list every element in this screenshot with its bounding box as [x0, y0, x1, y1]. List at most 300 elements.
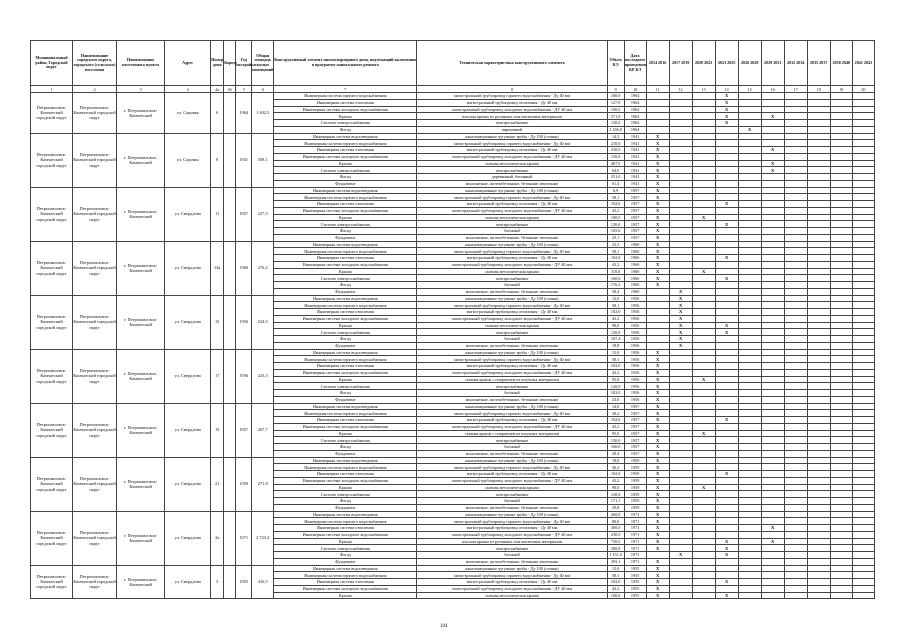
volume-cell: 127,0 — [607, 99, 624, 106]
characteristic-cell: магистральный трубопровод горячего водоснабжения - Дy 40 мм — [417, 518, 607, 525]
column-header: Год постройки — [236, 41, 252, 86]
characteristic-cell: блочный — [417, 552, 607, 559]
period-cell — [852, 484, 874, 491]
period-cell — [646, 329, 669, 336]
last-repair-date-cell: 1956 — [624, 336, 646, 343]
period-cell — [830, 545, 852, 552]
period-cell — [692, 194, 715, 201]
element-cell: Фасад — [274, 126, 417, 133]
last-repair-date-cell: 1957 — [624, 194, 646, 201]
period-cell — [852, 552, 874, 559]
period-cell — [807, 295, 830, 302]
period-cell — [830, 504, 852, 511]
period-cell — [738, 410, 761, 417]
period-cell — [738, 504, 761, 511]
period-cell — [738, 531, 761, 538]
characteristic-cell: магистральный трубопровод холодного водоснабжения - ДУ 40 мм — [417, 585, 607, 592]
period-cell — [784, 592, 807, 599]
period-cell — [784, 106, 807, 113]
period-cell — [761, 255, 784, 262]
column-number: 14 — [715, 86, 738, 93]
volume-cell: 14,3 — [607, 133, 624, 140]
volume-cell: 103,0 — [607, 390, 624, 397]
period-cell — [738, 147, 761, 154]
element-cell: Фасад — [274, 498, 417, 505]
period-cell — [738, 383, 761, 390]
period-cell — [669, 579, 692, 586]
period-cell — [784, 302, 807, 309]
table-row — [31, 133, 875, 140]
table-row — [31, 295, 875, 302]
last-repair-date-cell: 1964 — [624, 113, 646, 120]
element-cell: Фундамент — [274, 558, 417, 565]
element-cell: Фундамент — [274, 288, 417, 295]
house-number-cell: 5 — [211, 565, 224, 599]
period-cell — [784, 180, 807, 187]
period-cell — [715, 268, 738, 275]
period-cell — [807, 383, 830, 390]
characteristic-cell: магистральный трубопровод отопления - Дy 40 мм — [417, 525, 607, 532]
last-repair-date-cell: 1956 — [624, 349, 646, 356]
characteristic-cell: электроснабжение — [417, 167, 607, 174]
last-repair-date-cell: 1955 — [624, 565, 646, 572]
period-cell — [669, 255, 692, 262]
period-cell — [784, 369, 807, 376]
period-cell — [784, 153, 807, 160]
volume-cell: 22,3 — [607, 241, 624, 248]
period-cell — [669, 106, 692, 113]
period-cell — [830, 450, 852, 457]
period-cell — [830, 255, 852, 262]
element-cell: Фундамент — [274, 396, 417, 403]
element-cell: Крыша — [274, 538, 417, 545]
column-number: 9 — [607, 86, 624, 93]
period-cell — [830, 477, 852, 484]
period-cell: X — [646, 167, 669, 174]
characteristic-cell: магистральный трубопровод отопления - Дy 40 мм — [417, 309, 607, 316]
column-number: 5 — [236, 86, 252, 93]
period-cell: X — [715, 93, 738, 100]
period-cell — [669, 403, 692, 410]
volume-cell: 18,8 — [607, 342, 624, 349]
column-header: Конструктивный элемент многоквартирного дома, подлежащий включению в программу капитального ремонта — [274, 41, 417, 86]
period-cell — [692, 349, 715, 356]
period-cell — [646, 342, 669, 349]
period-cell — [715, 585, 738, 592]
characteristic-cell: магистральный трубопровод холодного водоснабжения - ДУ 40 мм — [417, 261, 607, 268]
year-cell: 1960 — [236, 241, 252, 295]
period-cell — [761, 518, 784, 525]
column-header: 2041 2043 — [852, 41, 874, 86]
period-cell — [715, 207, 738, 214]
last-repair-date-cell: 1956 — [624, 295, 646, 302]
period-cell — [715, 504, 738, 511]
period-cell — [784, 187, 807, 194]
period-cell — [807, 342, 830, 349]
period-cell — [738, 545, 761, 552]
period-cell — [784, 113, 807, 120]
characteristic-cell: электроснабжение — [417, 221, 607, 228]
period-cell — [669, 525, 692, 532]
element-cell: Инженерная система отопления — [274, 471, 417, 478]
period-cell — [669, 363, 692, 370]
volume-cell: 58,1 — [607, 302, 624, 309]
period-cell: X — [646, 390, 669, 397]
period-cell — [852, 342, 874, 349]
period-cell: X — [646, 572, 669, 579]
period-cell — [646, 120, 669, 127]
volume-cell: 210,0 — [607, 140, 624, 147]
last-repair-date-cell: 1971 — [624, 531, 646, 538]
period-cell — [738, 349, 761, 356]
volume-cell: 110,0 — [607, 268, 624, 275]
element-cell: Инженерная система холодного водоснабжения — [274, 369, 417, 376]
element-cell: Фасад — [274, 444, 417, 451]
period-cell — [784, 282, 807, 289]
period-cell — [738, 322, 761, 329]
period-cell — [784, 342, 807, 349]
period-cell — [830, 437, 852, 444]
period-cell — [830, 234, 852, 241]
characteristic-cell: блочный — [417, 336, 607, 343]
period-cell — [830, 585, 852, 592]
period-cell — [807, 585, 830, 592]
period-cell — [784, 234, 807, 241]
period-cell: X — [669, 315, 692, 322]
house-number-cell: 21 — [211, 457, 224, 511]
column-header: Адрес — [165, 41, 211, 86]
element-cell: Инженерная система холодного водоснабжения — [274, 106, 417, 113]
period-cell — [784, 477, 807, 484]
period-cell — [807, 140, 830, 147]
period-cell: X — [761, 538, 784, 545]
period-cell — [669, 234, 692, 241]
period-cell — [852, 417, 874, 424]
period-cell — [761, 201, 784, 208]
last-repair-date-cell: 1941 — [624, 153, 646, 160]
period-cell — [738, 113, 761, 120]
period-cell — [784, 207, 807, 214]
element-cell: Система электроснабжения — [274, 221, 417, 228]
period-cell: X — [646, 383, 669, 390]
period-cell — [784, 194, 807, 201]
area-cell: 416,5 — [252, 565, 274, 599]
period-cell — [807, 498, 830, 505]
period-cell — [784, 228, 807, 235]
period-cell — [784, 201, 807, 208]
period-cell — [807, 228, 830, 235]
period-cell — [669, 390, 692, 397]
characteristic-cell: скатная металлическая крыша — [417, 484, 607, 491]
period-cell: X — [715, 99, 738, 106]
period-cell: X — [646, 376, 669, 383]
period-cell — [738, 187, 761, 194]
period-cell — [692, 133, 715, 140]
period-cell — [669, 545, 692, 552]
period-cell — [784, 147, 807, 154]
period-cell — [761, 234, 784, 241]
characteristic-cell: канализационные чугунные трубы - Дy 100 (стояки) — [417, 241, 607, 248]
period-cell — [784, 295, 807, 302]
period-cell — [738, 106, 761, 113]
period-cell: X — [761, 525, 784, 532]
period-cell — [692, 410, 715, 417]
column-header: Корпус — [224, 41, 236, 86]
municipality-cell: Петропавловск-Камчатский городской округ — [31, 457, 73, 511]
period-cell — [692, 302, 715, 309]
period-cell — [852, 302, 874, 309]
last-repair-date-cell: 1941 — [624, 167, 646, 174]
period-cell — [852, 545, 874, 552]
period-cell — [807, 423, 830, 430]
period-cell — [715, 315, 738, 322]
municipality-cell: Петропавловск-Камчатский городской округ — [31, 295, 73, 349]
period-cell — [830, 295, 852, 302]
period-cell: X — [646, 457, 669, 464]
element-cell: Крыша — [274, 484, 417, 491]
period-cell — [784, 504, 807, 511]
period-cell — [830, 423, 852, 430]
period-cell — [738, 160, 761, 167]
period-cell — [738, 194, 761, 201]
period-cell: X — [646, 234, 669, 241]
period-cell: X — [646, 180, 669, 187]
volume-cell: 29,4 — [607, 450, 624, 457]
period-cell — [761, 140, 784, 147]
korpus-cell — [224, 187, 236, 241]
period-cell — [669, 471, 692, 478]
period-cell — [852, 498, 874, 505]
period-cell — [830, 106, 852, 113]
period-cell — [830, 410, 852, 417]
characteristic-cell: магистральный трубопровод отопления - Дy 40 мм — [417, 147, 607, 154]
period-cell — [784, 275, 807, 282]
period-cell: X — [646, 201, 669, 208]
column-header: Объем КЭ — [607, 41, 624, 86]
period-cell — [669, 174, 692, 181]
period-cell — [715, 133, 738, 140]
characteristic-cell: монолитные, железобетонные, бетонные ленточные — [417, 180, 607, 187]
period-cell — [738, 295, 761, 302]
period-cell — [738, 228, 761, 235]
period-cell — [807, 201, 830, 208]
area-cell: 271,8 — [252, 457, 274, 511]
period-cell — [715, 383, 738, 390]
column-header: 2032 2034 — [784, 41, 807, 86]
period-cell — [830, 201, 852, 208]
period-cell — [738, 255, 761, 262]
period-cell — [669, 396, 692, 403]
period-cell — [784, 498, 807, 505]
locality-cell: г. Петропавловск-Камчатский — [117, 241, 165, 295]
characteristic-cell: магистральный трубопровод отопления - Дy 40 мм — [417, 99, 607, 106]
period-cell — [784, 329, 807, 336]
period-cell — [738, 437, 761, 444]
period-cell — [692, 518, 715, 525]
volume-cell: 371,0 — [607, 113, 624, 120]
characteristic-cell: скатная металлическая крыша — [417, 160, 607, 167]
characteristic-cell: блочный — [417, 282, 607, 289]
volume-cell: 100,0 — [607, 93, 624, 100]
house-number-cell: 6 — [211, 93, 224, 134]
period-cell — [669, 457, 692, 464]
year-cell: 1941 — [236, 133, 252, 187]
period-cell — [852, 248, 874, 255]
period-cell — [692, 464, 715, 471]
characteristic-cell: монолитные, железобетонные, бетонные ленточные — [417, 234, 607, 241]
period-cell — [761, 410, 784, 417]
period-cell — [738, 201, 761, 208]
period-cell: X — [646, 140, 669, 147]
period-cell — [807, 545, 830, 552]
period-cell — [830, 207, 852, 214]
period-cell — [715, 410, 738, 417]
period-cell: X — [646, 349, 669, 356]
period-cell — [852, 410, 874, 417]
element-cell: Инженерная система горячего водоснабжения — [274, 194, 417, 201]
period-cell — [715, 484, 738, 491]
period-cell — [807, 437, 830, 444]
period-cell — [761, 268, 784, 275]
period-cell — [852, 214, 874, 221]
period-cell — [669, 477, 692, 484]
period-cell — [738, 592, 761, 599]
period-cell: X — [646, 538, 669, 545]
period-cell — [761, 288, 784, 295]
period-cell — [784, 126, 807, 133]
period-cell — [830, 558, 852, 565]
characteristic-cell: магистральный трубопровод холодного водоснабжения - ДУ 40 мм — [417, 106, 607, 113]
period-cell — [761, 329, 784, 336]
period-cell: X — [646, 579, 669, 586]
house-number-cell: 2а — [211, 511, 224, 565]
period-cell — [784, 288, 807, 295]
period-cell: X — [646, 518, 669, 525]
period-cell — [738, 302, 761, 309]
period-cell: X — [646, 592, 669, 599]
period-cell — [761, 120, 784, 127]
period-cell — [692, 545, 715, 552]
period-cell — [852, 309, 874, 316]
last-repair-date-cell: 1957 — [624, 417, 646, 424]
period-cell — [830, 552, 852, 559]
period-cell — [692, 336, 715, 343]
period-cell — [852, 592, 874, 599]
period-cell — [738, 558, 761, 565]
period-cell — [646, 93, 669, 100]
period-cell — [692, 167, 715, 174]
element-cell: Инженерная система отопления — [274, 525, 417, 532]
area-cell: 227,5 — [252, 187, 274, 241]
period-cell — [761, 403, 784, 410]
characteristic-cell: блочный — [417, 444, 607, 451]
volume-cell: 100,0 — [607, 592, 624, 599]
element-cell: Инженерная система холодного водоснабжения — [274, 261, 417, 268]
characteristic-cell: кирпичный — [417, 126, 607, 133]
period-cell — [784, 585, 807, 592]
last-repair-date-cell: 1964 — [624, 126, 646, 133]
period-cell: X — [646, 396, 669, 403]
characteristic-cell: канализационные чугунные трубы - Дy 100 (стояки) — [417, 295, 607, 302]
korpus-cell — [224, 457, 236, 511]
last-repair-date-cell: 1941 — [624, 133, 646, 140]
last-repair-date-cell: 1957 — [624, 430, 646, 437]
volume-cell: 102,0 — [607, 201, 624, 208]
period-cell — [784, 174, 807, 181]
volume-cell: 730,0 — [607, 538, 624, 545]
period-cell: X — [646, 565, 669, 572]
period-cell — [807, 322, 830, 329]
period-cell — [692, 315, 715, 322]
period-cell — [692, 113, 715, 120]
period-cell — [784, 255, 807, 262]
period-cell: X — [646, 214, 669, 221]
period-cell — [807, 531, 830, 538]
period-cell: X — [646, 174, 669, 181]
period-cell — [715, 288, 738, 295]
period-cell — [761, 133, 784, 140]
period-cell — [807, 336, 830, 343]
characteristic-cell: магистральный трубопровод холодного водоснабжения - ДУ 40 мм — [417, 477, 607, 484]
last-repair-date-cell: 1956 — [624, 383, 646, 390]
period-cell — [807, 241, 830, 248]
period-cell — [761, 349, 784, 356]
period-cell — [784, 552, 807, 559]
period-cell — [669, 491, 692, 498]
period-cell — [852, 201, 874, 208]
element-cell: Система электроснабжения — [274, 545, 417, 552]
characteristic-cell: монолитные, железобетонные, бетонные ленточные — [417, 342, 607, 349]
period-cell — [692, 93, 715, 100]
last-repair-date-cell: 1957 — [624, 228, 646, 235]
period-cell — [830, 174, 852, 181]
period-cell — [761, 565, 784, 572]
period-cell: X — [646, 187, 669, 194]
period-cell — [692, 187, 715, 194]
characteristic-cell: магистральный трубопровод холодного водоснабжения - ДУ 40 мм — [417, 315, 607, 322]
period-cell — [830, 369, 852, 376]
house-number-cell: 15 — [211, 295, 224, 349]
period-cell — [692, 329, 715, 336]
period-cell — [830, 153, 852, 160]
period-cell — [761, 444, 784, 451]
period-cell — [852, 491, 874, 498]
element-cell: Инженерная система горячего водоснабжения — [274, 140, 417, 147]
period-cell — [669, 275, 692, 282]
period-cell — [852, 369, 874, 376]
element-cell: Инженерная система горячего водоснабжения — [274, 464, 417, 471]
volume-cell: 14,0 — [607, 403, 624, 410]
period-cell: X — [761, 167, 784, 174]
characteristic-cell: магистральный трубопровод горячего водоснабжения - Дy 40 мм — [417, 140, 607, 147]
address-cell: ул. Свердлова — [165, 457, 211, 511]
period-cell — [761, 282, 784, 289]
last-repair-date-cell: 1956 — [624, 342, 646, 349]
period-cell — [807, 180, 830, 187]
period-cell — [784, 390, 807, 397]
period-cell — [715, 511, 738, 518]
period-cell — [784, 309, 807, 316]
period-cell: X — [715, 545, 738, 552]
characteristic-cell: магистральный трубопровод горячего водоснабжения - Дy 40 мм — [417, 194, 607, 201]
period-cell: X — [692, 430, 715, 437]
period-cell — [761, 376, 784, 383]
address-cell: ул. Свердлова — [165, 241, 211, 295]
period-cell: X — [692, 484, 715, 491]
element-cell: Инженерная система водоотведения — [274, 133, 417, 140]
period-cell — [807, 444, 830, 451]
period-cell — [852, 113, 874, 120]
